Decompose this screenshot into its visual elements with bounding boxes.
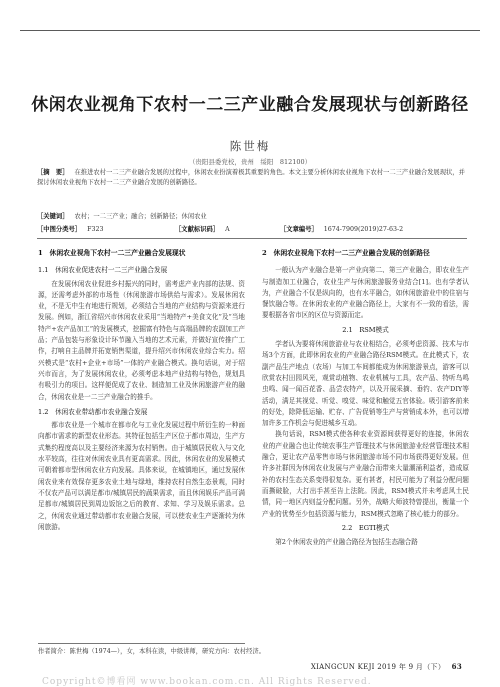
abstract-text: 在推进农村一二三产业融合发展的过程中，休闲农业扮演着极其重要的角色。本文主要分析休闲农业视角下农村一二三产业融合发展现状，并探讨休闲农业视角下农村一二三产业融合发展的创新路径。 — [37, 169, 465, 186]
keywords-tag: ［关键词］ — [37, 213, 69, 220]
doc-code-cell — [175, 224, 280, 233]
section-2-2-text: 第2个休闲农业的产业融合路径为包括生态融合路 — [275, 538, 418, 547]
left-column — [38, 248, 245, 533]
page-number: 63 — [451, 662, 462, 671]
doc-code-value: A — [225, 226, 230, 233]
journal-name: XIANGCUN KEJI — [310, 663, 375, 671]
author-footnote: 作者简介：陈世梅（1974—），女，本科在读，中级讲师，研究方向：农村经济。 — [38, 648, 265, 655]
doc-code-tag: ［文献标识码］ — [175, 226, 220, 233]
section-1-2-heading: 1.2 休闲农业带动都市农业融合发展 — [38, 407, 148, 416]
section-2-1-heading: 2.1 RSM模式 — [342, 325, 389, 334]
header-rule — [20, 30, 480, 31]
journal-issue: 2019 年 9 月（下） — [377, 663, 446, 671]
section-2-heading: 2 休闲农业视角下农村一二三产业融合发展的创新路径 — [262, 249, 430, 257]
abstract — [37, 168, 467, 188]
classification-row — [37, 224, 467, 233]
section-divider — [37, 238, 467, 239]
keywords — [37, 211, 467, 220]
journal-footer — [311, 662, 462, 672]
section-1-1-text: 在发展休闲农业促进乡村振兴的同时，需考虑产业内部的法规、资源，还需考虑外部的市场性（休闲旅游市场供给与需求）。发展休闲农业，不是无中生有地进行规划，必须结合当地的产业结构与资源来进行发展。例如，浙江省绍兴市休闲农业采用“当地特产+美食文化”及“当地特产+农产品加工”的发展模式，挖掘富有特色与高端品牌的农副加工产品；产品包装与形象设计环节融入当地的艺术元素，并做好宣传推广工作，打响自主品牌并拓宽销售渠道，提升绍兴市休闲农业综合实力。绍兴模式是“农村+企业+市场”一体的产业融合模式。换句话说，对于绍兴市而言，为了发展休闲农业，必须考虑本地产业结构与特色，规划具有吸引力的项目。这样便促成了农业、制造加工业及休闲旅游产业的融合，休闲农业是一二三产业融合的推手。 — [38, 279, 245, 401]
section-2-1-text: 学者认为要将休闲旅游业与农业相结合，必须考虑资源、技术与市场3个方面，此即休闲农业的产业融合路径RSM模式。在此模式下，农副产品生产地点（农场）与加工车间都能成为休闲旅游景点，游客可以欣赏农村田园风光，观赏动植物、农业机械与工具，农产品、特听鸟鸣虫鸣、闻一闻百花香、品尝农特产，以及开展采摘、垂钓、农产DIY等活动，满足其视觉、听觉、嗅觉、味觉和触觉五官体验。吸引游客前来的好处，除降低运输、贮存、广告促销等生产与营销成本外，也可以增加许多工作机会与促进城乡互动。 — [262, 340, 469, 428]
clc-tag: ［中图分类号］ — [37, 226, 82, 233]
section-2-intro: 一般认为产业融合是第一产业向第二、第三产业融合，即农业生产与制造加工业融合，农业生产与休闲旅游服务业结合[1]。也有学者认为，产业融合不仅是纵向的，也有水平融合，如休闲旅游业中的住宿与餐饮融合等。在休闲农业的产业融合路径上，大家有不一致的看法，需要根据各省市区的区位与资源而定。 — [262, 266, 469, 320]
author-affiliation: （贵阳县委党校，贵州 绥阳 812100） — [188, 158, 312, 166]
keywords-text: 农村；一二三产业；融合；创新路径；休闲农业 — [74, 213, 207, 220]
section-1-1-heading: 1.1 休闲农业促进农村一二三产业融合发展 — [38, 266, 168, 275]
article-number-cell — [280, 224, 403, 233]
clc-cell — [37, 224, 175, 233]
section-1-heading: 1 休闲农业视角下农村一二三产业融合发展现状 — [38, 249, 186, 257]
section-1-2-text: 都市农业是一个城市在都市化与工业化发展过程中所衍生的一种面向都市需求的新型农业形态。其特征包括生产区位于都市周边，生产方式集约程度高以及主要经济来源为农村销售。由于城镇居民收入与文化水平较高，往往对休闲农业具有更高需求。因此，休闲农业的发展模式可朝着都市型休闲农业方向发展。具体来说，在城镇地区，通过发展休闲农业来有效保存更多农业土地与绿地，维持农村自然生态景观，同时不仅农产品可以满足都市/城镇居民的蔬果需求，而且休闲娱乐产品可满足都市/城镇居民到周边饭馆之后的教育、求知、学习及娱乐需求。总之，休闲农业通过带动都市农业融合发展，可以使农业生产逐渐转为休闲旅游。 — [38, 421, 245, 531]
abstract-tag: ［摘 要］ — [37, 169, 69, 176]
article-number-tag: ［文章编号］ — [280, 226, 318, 233]
article-number-value: 1674-7909(2019)27-63-2 — [323, 226, 404, 233]
right-column — [262, 248, 469, 548]
article-title: 休闲农业视角下农村一二三产业融合发展现状与创新路径 — [31, 95, 469, 115]
copyright-watermark: Copyright©博看网 www.bookan.com.cn. All Rights Reserved. — [42, 677, 372, 687]
section-2-2-heading: 2.2 EGTI模式 — [341, 523, 390, 532]
footnote-rule — [38, 643, 245, 644]
section-2-1-text-2: 换句话说，RSM模式使各种农业资源间获得更好的连接，休闲农业的产业融合也让传统农事生产管理技术与休闲旅游业经营管理技术相融合，更让农产品零售市场与休闲旅游市场不同市场获得更好发展。但许多社群因为休闲农业发展与产业融合而带来大量潮涌利益者，造成原补的农村生态关系变得很复杂。更有甚者，村民可能为了利益分配问题而撕破脸，大打出手甚至告上法院。因此，RSM模式并未考虑风土民情，同一地区内则益分配问题。另外，战略大师波特曾提出，衡量一个产业的优势至少包括资源与能力，RSM模式忽略了核心能力的部分。 — [262, 430, 469, 518]
clc-value: F323 — [87, 226, 104, 233]
author-name: 陈世梅 — [229, 139, 271, 153]
